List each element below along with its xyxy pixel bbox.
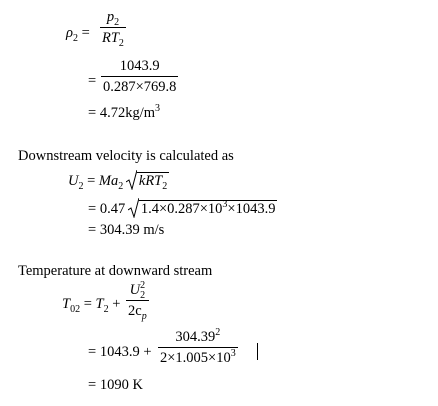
density-formula-fraction: $\frac{p_2}{RT_2}$ — [102, 9, 124, 49]
temperature-intro: Temperature at downward stream — [18, 263, 213, 279]
text-cursor — [257, 343, 258, 360]
sqrt-sign-icon — [128, 198, 139, 218]
temperature-step-fraction: $\frac{304.39^2}{2\times 1.005\times 10^3}$ — [160, 327, 236, 366]
temperature-formula-fraction: $\frac{U^2_2}{2c_p}$ — [128, 280, 147, 322]
temperature-result: = 1090 K — [88, 377, 143, 393]
temperature-formula-lhs: $T_{02} = T_2$ + — [62, 296, 121, 315]
density-result: = $4.72kg/m^3$ — [88, 103, 160, 121]
sqrt-sign-icon — [126, 170, 137, 190]
temperature-step-lhs: = 1043.9 + — [88, 344, 152, 360]
density-step1-fraction: $\frac{1043.9}{0.287\times 769.8}$ — [103, 58, 177, 95]
density-lhs: $\rho_2$ = — [66, 25, 90, 44]
sqrt-kRT: kRT$_2$ — [137, 172, 169, 189]
velocity-result: = 304.39 m/s — [88, 222, 165, 238]
velocity-formula: $U_2 = Ma_2$ kRT$_2$ — [68, 172, 169, 189]
density-step1-equals: = — [88, 73, 97, 89]
velocity-step: = 0.47 $1.4\times 0.287\times 10^3\times 1043.9$ — [88, 199, 276, 217]
velocity-intro: Downstream velocity is calculated as — [18, 148, 234, 164]
sqrt-step: $1.4\times 0.287\times 10^3\times 1043.9$ — [139, 200, 278, 217]
